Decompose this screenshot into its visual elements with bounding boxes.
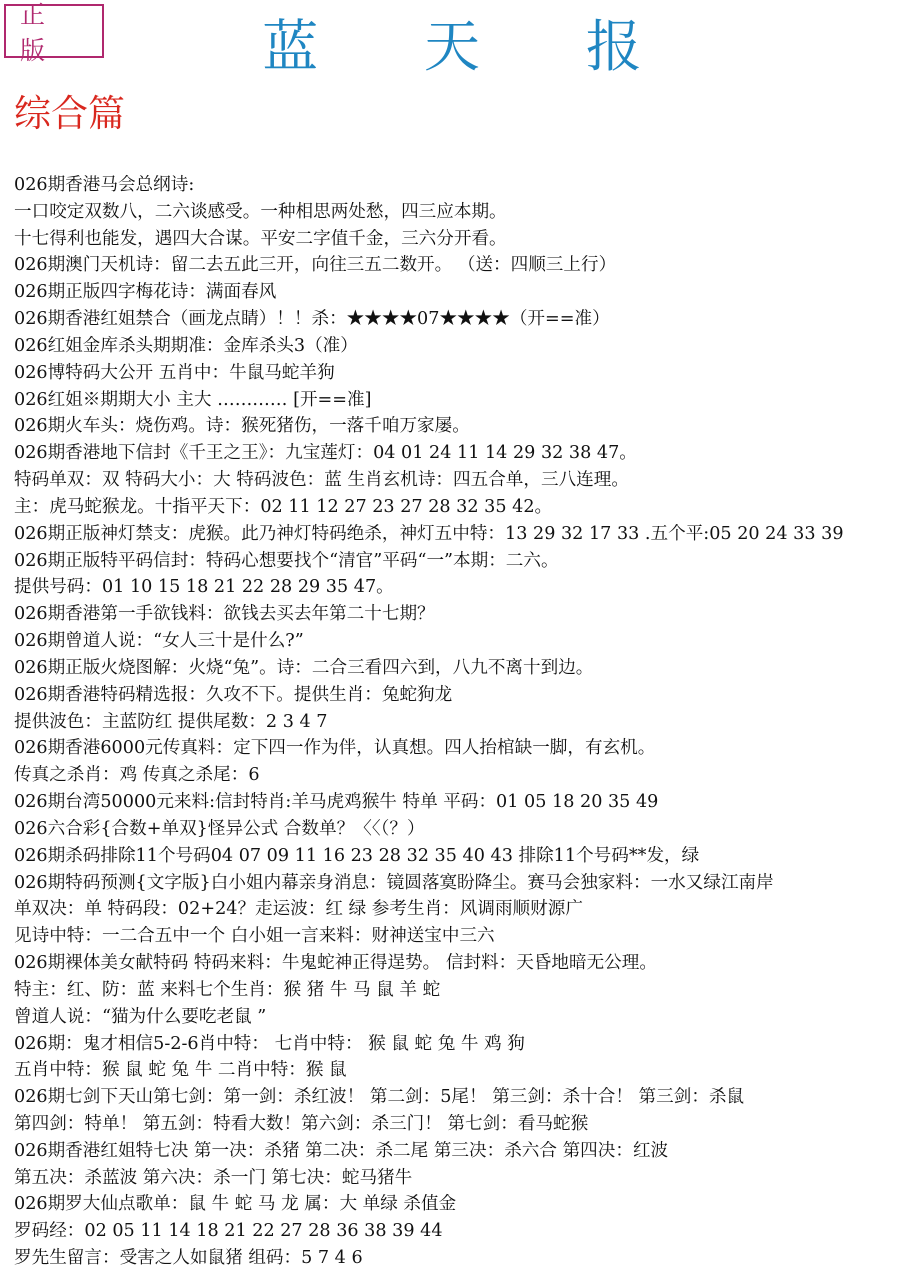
- text-line: 026期：鬼才相信5-2-6肖中特： 七肖中特： 猴 鼠 蛇 兔 牛 鸡 狗: [14, 1033, 525, 1054]
- text-line: 026期火车头：烧伤鸡。诗：猴死猪伤，一落千咱万家屡。: [14, 416, 470, 437]
- text-line: 026期香港地下信封《千王之王》：九宝莲灯：04 01 24 11 14 29 32 38 47。: [14, 443, 637, 464]
- text-line: 026期裸体美女献特码 特码来料：牛鬼蛇神正得逞势。 信封料：天昏地暗无公理。: [14, 953, 657, 974]
- text-line: 十七得利也能发，遇四大合谋。平安二字值千金，三六分开看。: [14, 228, 507, 249]
- text-line: 026期香港马会总纲诗:: [14, 175, 195, 195]
- text-line: 单双决：单 特码段：02+24？走运波：红 绿 参考生肖：风调雨顺财源广: [14, 899, 583, 920]
- text-line: 026期特码预测{文字版}白小姐内幕亲身消息：镜圆落寞盼降尘。赛马会独家料：一水又绿江南岸: [14, 872, 774, 893]
- text-line: 026期正版神灯禁支：虎猴。此乃神灯特码绝杀，神灯五中特：13 29 32 17 33 .五个平:05 20 24 33 39: [14, 523, 844, 544]
- text-line: 026期台湾50000元来料:信封特肖:羊马虎鸡猴牛 特单 平码：01 05 18 20 35 49: [14, 792, 659, 813]
- text-line: 见诗中特：一二合五中一个 白小姐一言来料：财神送宝中三六: [14, 926, 495, 947]
- text-line: 特码单双：双 特码大小：大 特码波色：蓝 生肖玄机诗：四五合单，三八连理。: [14, 470, 629, 491]
- text-line: 五肖中特：猴 鼠 蛇 兔 牛 二肖中特：猴 鼠: [14, 1060, 347, 1081]
- text-line: 026期香港6000元传真料：定下四一作为伴，认真想。四人抬棺缺一脚，有玄机。: [14, 738, 656, 759]
- text-line: 提供波色：主蓝防红 提供尾数：2 3 4 7: [14, 711, 328, 732]
- text-line: 传真之杀肖：鸡 传真之杀尾：6: [14, 765, 260, 786]
- text-line: 026红姐金库杀头期期准：金库杀头3（准）: [14, 335, 358, 356]
- text-line: 第五决：杀蓝波 第六决：杀一门 第七决：蛇马猪牛: [14, 1167, 413, 1188]
- text-line: 026期正版特平码信封：特码心想要找个“清官”平码“一”本期：二六。: [14, 550, 559, 571]
- text-line: 026期香港红姐特七决 第一决：杀猪 第二决：杀二尾 第三决：杀六合 第四决：红波: [14, 1140, 669, 1161]
- text-line: 026博特码大公开 五肖中：牛鼠马蛇羊狗: [14, 362, 335, 383]
- text-line: 罗码经：02 05 11 14 18 21 22 27 28 36 38 39 44: [14, 1221, 443, 1242]
- text-line: 026红姐※期期大小 主大 ………… [开==准]: [14, 389, 372, 410]
- authentic-edition-badge: 正 版: [4, 4, 104, 58]
- text-line: 026期正版四字梅花诗：满面春风: [14, 282, 277, 303]
- text-line: 026期香港红姐禁合（画龙点睛）！！杀：★★★★07★★★★（开==准）: [14, 309, 610, 330]
- text-line: 026六合彩{合数+单双}怪异公式 合数单？〈〈（？）: [14, 818, 425, 839]
- text-line: 主：虎马蛇猴龙。十指平天下：02 11 12 27 23 27 28 32 35 42。: [14, 496, 553, 517]
- text-line: 第四剑：特单！ 第五剑：特看大数！第六剑：杀三门！ 第七剑：看马蛇猴: [14, 1113, 589, 1134]
- text-line: 026期正版火烧图解：火烧“兔”。诗：二合三看四六到，八九不离十到边。: [14, 657, 594, 678]
- text-line: 026期澳门天机诗：留二去五此三开，向往三五二数开。 （送：四顺三上行）: [14, 255, 617, 276]
- text-line: 曾道人说：“猫为什么要吃老鼠 ”: [14, 1006, 267, 1027]
- section-title: 综合篇: [14, 92, 125, 135]
- newspaper-title: 蓝 天 报: [262, 15, 686, 80]
- text-line: 提供号码：01 10 15 18 21 22 28 29 35 47。: [14, 577, 394, 598]
- article-body: [14, 172, 898, 1272]
- text-line: 026期香港第一手欲钱料：欲钱去买去年第二十七期？: [14, 604, 435, 625]
- text-line: 一口咬定双数八，二六谈感受。一种相思两处愁，四三应本期。: [14, 201, 507, 222]
- text-line: 026期罗大仙点歌单：鼠 牛 蛇 马 龙 属：大 单绿 杀值金: [14, 1194, 457, 1215]
- text-line: 026期曾道人说：“女人三十是什么?”: [14, 631, 304, 652]
- text-line: 026期杀码排除11个号码04 07 09 11 16 23 28 32 35 40 43 排除11个号码**发，绿: [14, 845, 700, 866]
- text-line: 026期香港特码精选报：久攻不下。提供生肖：兔蛇狗龙: [14, 684, 453, 705]
- text-line: 罗先生留言：受害之人如鼠猪 组码：5 7 4 6: [14, 1248, 363, 1269]
- text-line: 特主：红、防：蓝 来料七个生肖：猴 猪 牛 马 鼠 羊 蛇: [14, 979, 441, 1000]
- text-line: 026期七剑下天山第七剑：第一剑：杀红波！ 第二剑：5尾！ 第三剑：杀十合！ 第三剑：杀鼠: [14, 1087, 745, 1108]
